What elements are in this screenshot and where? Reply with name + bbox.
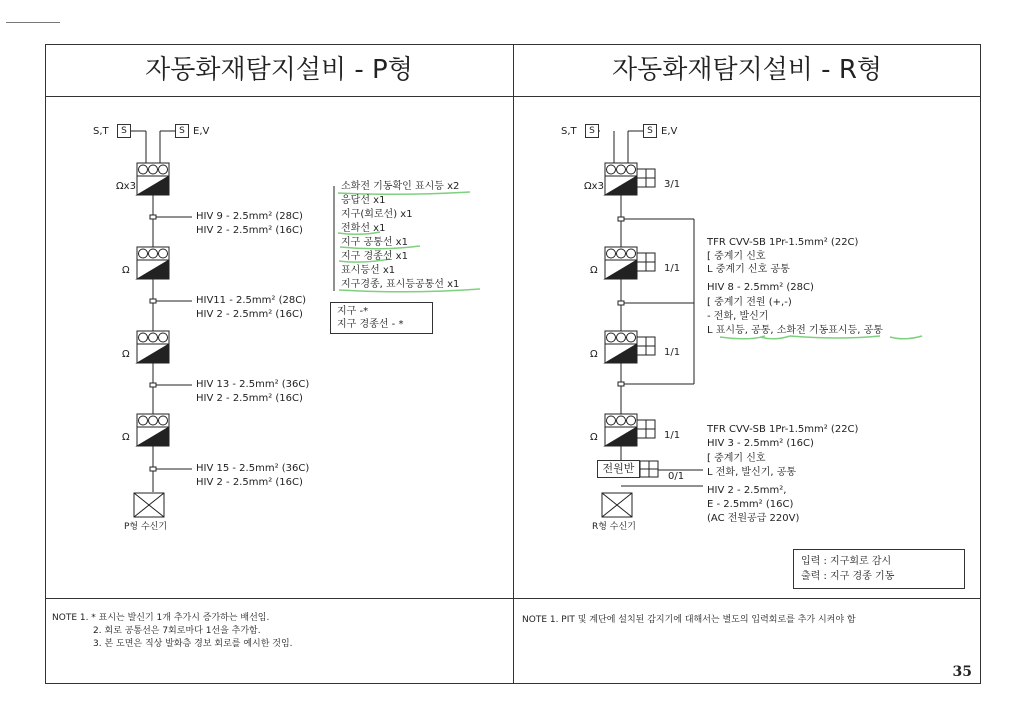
cable-note: [ 중계기 전원 (+,-) <box>707 297 792 308</box>
cable-note: L 표시등, 공통, 소화전 기동표시등, 공통 <box>707 325 883 336</box>
legend-item: 표시등선 x1 <box>341 265 396 276</box>
note-line: 3. 본 도면은 직상 발화층 경보 회로를 예시한 것임. <box>93 639 293 649</box>
bell-icon: Ω <box>590 265 598 276</box>
cable-spec: HIV 3 - 2.5mm² (16C) <box>707 438 814 449</box>
cable-spec: HIV 15 - 2.5mm² (36C) <box>196 463 310 474</box>
cable-spec: E - 2.5mm² (16C) <box>707 499 794 510</box>
cable-note-text: 전화, 발신기, 공통 <box>715 467 797 478</box>
left-s-box-1: S <box>117 124 131 138</box>
right-s-box-1: S <box>585 124 599 138</box>
legend-item: 지구 경종선 x1 <box>341 251 408 262</box>
io-box <box>793 549 965 589</box>
cable-note-text: 중계기 전원 (+,-) <box>714 297 792 308</box>
cable-note-text: 중계기 신호 공통 <box>715 264 790 275</box>
cable-spec: HIV 2 - 2.5mm² (16C) <box>196 477 303 488</box>
cable-note: L 중계기 신호 공통 <box>707 264 790 275</box>
bell-icon: Ωx3 <box>584 181 604 192</box>
cable-spec: HIV 2 - 2.5mm² (16C) <box>196 225 303 236</box>
cable-spec: HIV11 - 2.5mm² (28C) <box>196 295 307 306</box>
detector-count: x3 <box>123 181 136 192</box>
ratio-label: 1/1 <box>664 430 681 441</box>
bell-icon: Ω <box>122 349 130 360</box>
cable-note: [ 중계기 신호 <box>707 251 766 262</box>
cable-note: L 전화, 발신기, 공통 <box>707 467 797 478</box>
ratio-label: 1/1 <box>664 263 681 274</box>
bell-icon: Ω <box>590 432 598 443</box>
p-receiver-label: P형 수신기 <box>124 522 168 532</box>
cable-note: [ 중계기 신호 <box>707 453 766 464</box>
cable-note-text: 표시등, 공통, 소화전 기동표시등, 공통 <box>715 325 883 336</box>
note-line: NOTE 1. * 표시는 발신기 1개 추가시 증가하는 배선임. <box>52 613 270 623</box>
cable-spec: HIV 2 - 2.5mm² (16C) <box>196 309 303 320</box>
cable-spec: HIV 2 - 2.5mm² (16C) <box>196 393 303 404</box>
legend-item: 지구경종, 표시등공통선 x1 <box>341 279 460 290</box>
power-panel: 전원반 <box>597 460 640 478</box>
ratio-label: 3/1 <box>664 179 681 190</box>
left-s-box-2: S <box>175 124 189 138</box>
ratio-label: 0/1 <box>668 471 685 482</box>
bell-icon: Ω <box>122 265 130 276</box>
right-st-label: S,T <box>561 126 577 137</box>
right-ev-label: E,V <box>661 126 678 137</box>
legend-item: 응답선 x1 <box>341 195 386 206</box>
legend-item: 소화전 기동확인 표시등 x2 <box>341 181 460 192</box>
detector-count: x3 <box>591 181 604 192</box>
cable-spec: (AC 전원공급 220V) <box>707 513 800 524</box>
legend-note: 지구 -* <box>337 306 369 317</box>
p-type-title: 자동화재탐지설비 - P형 <box>145 55 413 85</box>
legend-item: 지구 공통선 x1 <box>341 237 408 248</box>
cable-spec: TFR CVV-SB 1Pr-1.5mm² (22C) <box>707 237 859 248</box>
cable-spec: TFR CVV-SB 1Pr-1.5mm² (22C) <box>707 424 859 435</box>
legend-note: 지구 경종선 - * <box>337 319 404 330</box>
legend-item: 전화선 x1 <box>341 223 386 234</box>
cable-note-text: 중계기 신호 <box>714 251 766 262</box>
cable-note-text: 중계기 신호 <box>714 453 766 464</box>
bell-icon: Ω <box>590 349 598 360</box>
io-input: 입력 : 지구회로 감시 <box>801 556 892 567</box>
note-line: 2. 회로 공통선은 7회로마다 1선을 추가함. <box>93 626 261 636</box>
note-line: NOTE 1. PIT 및 계단에 설치된 감지기에 대해서는 별도의 입력회로를 추가 시켜야 함 <box>522 615 856 625</box>
cable-spec: HIV 9 - 2.5mm² (28C) <box>196 211 303 222</box>
right-s-box-2: S <box>643 124 657 138</box>
cable-spec: HIV 13 - 2.5mm² (36C) <box>196 379 310 390</box>
left-ev-label: E,V <box>193 126 210 137</box>
left-st-label: S,T <box>93 126 109 137</box>
io-output: 출력 : 지구 경종 기동 <box>801 571 895 582</box>
cable-spec: HIV 2 - 2.5mm², <box>707 485 787 496</box>
legend-note-box <box>330 302 433 334</box>
bell-icon: Ωx3 <box>116 181 136 192</box>
page-number: 35 <box>952 664 972 680</box>
cable-note-text: 전화, 발신기 <box>713 311 769 322</box>
r-type-title: 자동화재탐지설비 - R형 <box>611 55 883 85</box>
legend-item: 지구(회로선) x1 <box>341 209 413 220</box>
bell-icon: Ω <box>122 432 130 443</box>
cable-spec: HIV 8 - 2.5mm² (28C) <box>707 282 814 293</box>
r-receiver-label: R형 수신기 <box>592 522 636 532</box>
ratio-label: 1/1 <box>664 347 681 358</box>
cable-note: - 전화, 발신기 <box>707 311 769 322</box>
